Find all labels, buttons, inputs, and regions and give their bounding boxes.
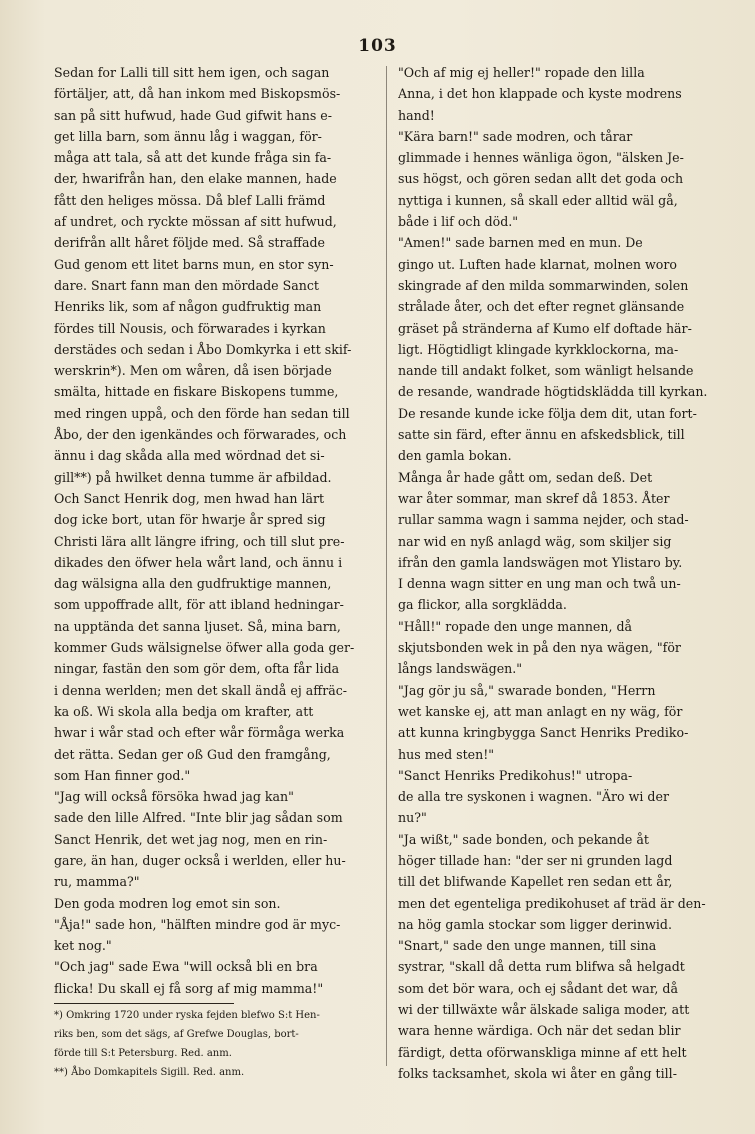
- text-line: ännu i dag skåda alla med wördnad det si-: [54, 448, 325, 464]
- text-line: dog icke bort, utan för hwarje år spred sig: [54, 512, 326, 528]
- text-line: ningar, fastän den som gör dem, ofta får lida: [54, 661, 340, 677]
- text-line: Henriks lik, som af någon gudfruktig man: [54, 299, 322, 315]
- text-line: nyttiga i kunnen, så skall eder alltid wäl gå,: [398, 192, 678, 208]
- text-line: "Håll!" ropade den unge mannen, då: [398, 618, 633, 634]
- text-line: derstädes och sedan i Åbo Domkyrka i ett skif-: [54, 341, 352, 357]
- text-line: "Åja!" sade hon, "hälften mindre god är myc-: [54, 916, 341, 932]
- text-line: som uppoffrade allt, för att ibland hedningar-: [54, 597, 344, 613]
- text-line: fördes till Nousis, och förwarades i kyrkan: [54, 320, 326, 336]
- text-line: med ringen uppå, och den förde han sedan till: [54, 405, 350, 421]
- text-line: ifrån den gamla landswägen mot Ylistaro by.: [398, 554, 683, 570]
- text-line: glimmade i hennes wänliga ögon, "älsken Je-: [398, 150, 684, 166]
- left-column: [54, 62, 377, 1082]
- text-line: "Jag gör ju så," swarade bonden, "Herrn: [398, 682, 656, 698]
- text-line: "Och af mig ej heller!" ropade den lilla: [398, 65, 645, 80]
- text-line: folks tacksamhet, skola wi åter en gång till-: [398, 1065, 677, 1081]
- page-number: 103: [358, 36, 397, 56]
- text-line: "Sanct Henriks Predikohus!" utropa-: [398, 767, 633, 783]
- text-line: de resande, wandrade högtidsklädda till kyrkan.: [398, 384, 708, 400]
- text-line: skingrade af den milda sommarwinden, solen: [398, 277, 689, 293]
- text-line: nar wid en nyß anlagd wäg, som skiljer sig: [398, 533, 672, 549]
- footnote: **) Åbo Domkapitels Sigill. Red. anm.: [54, 1067, 245, 1079]
- text-line: san på sitt hufwud, hade Gud gifwit hans e-: [54, 107, 333, 123]
- text-line: wet kanske ej, att man anlagt en ny wäg, för: [398, 703, 683, 719]
- footnote-rule: [54, 1003, 234, 1004]
- text-line: Sedan for Lalli till sitt hem igen, och sagan: [54, 65, 330, 80]
- text-line: flicka! Du skall ej få sorg af mig mamma!": [54, 980, 324, 996]
- text-line: Åbo, der den igenkändes och förwarades, och: [54, 427, 347, 443]
- footnote: förde till S:t Petersburg. Red. anm.: [54, 1048, 232, 1060]
- text-line: gräset på stränderna af Kumo elf doftade här-: [398, 320, 692, 336]
- text-line: De resande kunde icke följa dem dit, utan fort-: [398, 405, 697, 421]
- text-line: Och Sanct Henrik dog, men hwad han lärt: [54, 490, 325, 506]
- text-line: "Ja wißt," sade bonden, och pekande åt: [398, 831, 649, 847]
- text-line: gingo ut. Luften hade klarnat, molnen woro: [398, 256, 677, 272]
- text-line: ga flickor, alla sorgklädda.: [398, 597, 567, 613]
- text-line: systrar, "skall då detta rum blifwa så helgadt: [398, 959, 685, 975]
- text-line: Sanct Henrik, det wet jag nog, men en rin-: [54, 831, 328, 847]
- text-line: na hög gamla stockar som ligger derinwid.: [398, 916, 672, 932]
- text-line: måga att tala, så att det kunde fråga sin fa-: [54, 150, 332, 166]
- text-line: både i lif och död.": [398, 214, 519, 230]
- text-line: de alla tre syskonen i wagnen. "Äro wi der: [398, 789, 669, 805]
- text-line: dikades den öfwer hela wårt land, och ännu i: [54, 554, 343, 570]
- text-line: hand!: [398, 107, 435, 123]
- text-line: men det egenteliga predikohuset af träd är den-: [398, 895, 706, 911]
- text-line: smälta, hittade en fiskare Biskopens tumme,: [54, 384, 339, 400]
- text-line: af undret, och ryckte mössan af sitt hufwud,: [54, 214, 337, 230]
- text-line: kommer Guds wälsignelse öfwer alla goda ger-: [54, 640, 355, 656]
- text-line: gill**) på hwilket denna tumme är afbildad.: [54, 469, 332, 485]
- text-line: dare. Snart fann man den mördade Sanct: [54, 277, 319, 293]
- text-line: Många år hade gått om, sedan deß. Det: [398, 469, 653, 485]
- text-line: rullar samma wagn i samma nejder, och stad-: [398, 512, 689, 528]
- text-line: nande till andakt folket, som wänligt helsande: [398, 363, 694, 379]
- text-line: färdigt, detta oförwanskliga minne af ett helt: [398, 1044, 687, 1060]
- text-line: långs landswägen.": [398, 661, 523, 677]
- text-line: som det bör wara, och ej sådant det war, då: [398, 980, 678, 996]
- text-line: ligt. Högtidligt klingade kyrkklockorna, ma-: [398, 341, 679, 357]
- text-line: höger tillade han: "der ser ni grunden lagd: [398, 852, 673, 868]
- text-line: sade den lille Alfred. "Inte blir jag sådan som: [54, 810, 343, 826]
- text-line: Gud genom ett litet barns mun, en stor syn-: [54, 256, 334, 272]
- text-line: hus med sten!": [398, 746, 495, 762]
- text-line: der, hwarifrån han, den elake mannen, hade: [54, 171, 337, 187]
- text-line: derifrån allt håret följde med. Så straffade: [54, 235, 325, 251]
- text-line: som Han finner god.": [54, 767, 191, 783]
- text-line: strålade åter, och det efter regnet glänsande: [398, 299, 685, 315]
- footnote: *) Omkring 1720 under ryska fejden blefwo S:t Hen-: [54, 1010, 320, 1022]
- text-line: I denna wagn sitter en ung man och twå un-: [398, 576, 681, 592]
- text-line: Den goda modren log emot sin son.: [54, 895, 281, 911]
- text-line: "Jag will också försöka hwad jag kan": [54, 789, 294, 805]
- text-line: att kunna kringbygga Sanct Henriks Prediko-: [398, 725, 689, 741]
- text-line: skjutsbonden wek in på den nya wägen, "för: [398, 640, 681, 656]
- text-line: "Snart," sade den unge mannen, till sina: [398, 938, 657, 954]
- text-line: "Amen!" sade barnen med en mun. De: [398, 235, 643, 251]
- text-line: war åter sommar, man skref då 1853. Åter: [398, 490, 670, 506]
- text-line: ket nog.": [54, 938, 112, 954]
- text-line: sus högst, och gören sedan allt det goda och: [398, 171, 684, 187]
- text-line: hwar i wår stad och efter wår förmåga werka: [54, 725, 345, 741]
- text-line: den gamla bokan.: [398, 448, 512, 464]
- text-line: gare, än han, duger också i werlden, eller hu-: [54, 852, 346, 868]
- text-line: wi der tillwäxte wår älskade saliga moder, att: [398, 1002, 690, 1018]
- text-line: i denna werlden; men det skall ändå ej affräc-: [54, 682, 348, 698]
- text-line: förtäljer, att, då han inkom med Biskopsmös-: [54, 86, 341, 102]
- text-line: dag wälsigna alla den gudfruktige mannen,: [54, 576, 332, 592]
- right-column: [398, 62, 711, 1084]
- text-line: "Kära barn!" sade modren, och tårar: [398, 128, 633, 144]
- text-line: wara henne wärdiga. Och när det sedan blir: [398, 1023, 681, 1039]
- text-line: Christi lära allt längre ifring, och till slut pre-: [54, 533, 345, 549]
- footnote: riks ben, som det sägs, af Grefwe Douglas, bort-: [54, 1029, 299, 1041]
- text-line: till det blifwande Kapellet ren sedan ett år,: [398, 874, 673, 890]
- text-line: det rätta. Sedan ger oß Gud den framgång,: [54, 746, 331, 762]
- column-divider: [386, 66, 387, 1066]
- text-line: Anna, i det hon klappade och kyste modrens: [398, 86, 682, 102]
- text-line: ka oß. Wi skola alla bedja om krafter, att: [54, 703, 314, 719]
- text-line: nu?": [398, 810, 427, 826]
- text-line: satte sin färd, efter ännu en afskedsblick, till: [398, 427, 685, 443]
- text-line: fått den heliges mössa. Då blef Lalli främd: [54, 192, 326, 208]
- text-line: "Och jag" sade Ewa "will också bli en bra: [54, 959, 318, 975]
- text-line: get lilla barn, som ännu låg i waggan, för-: [54, 128, 322, 144]
- text-line: werskrin*). Men om wåren, då isen började: [54, 363, 332, 379]
- text-line: ru, mamma?": [54, 874, 140, 890]
- text-line: na upptända det sanna ljuset. Så, mina barn,: [54, 618, 341, 634]
